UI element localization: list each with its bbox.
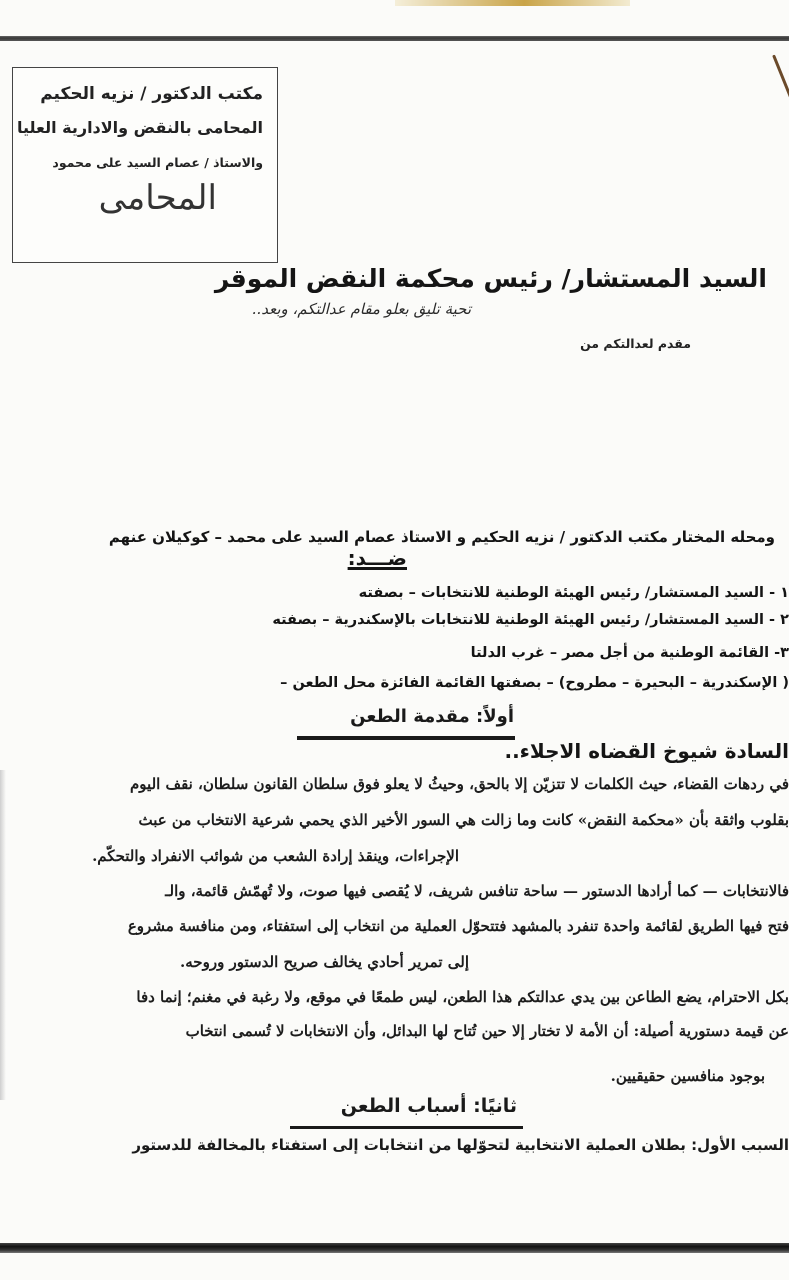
stamp-line-1: مكتب الدكتور / نزيه الحكيم [40, 84, 263, 104]
salutation: السادة شيوخ القضاه الاجلاء.. [504, 739, 789, 763]
intro-line: إلى تمرير أحادي يخالف صريح الدستور وروحه. [180, 953, 469, 971]
section-1-heading: أولاً: مقدمة الطعن [350, 706, 514, 727]
respondent-item: ٣- القائمة الوطنية من أجل مصر – غرب الدلتا [470, 645, 789, 661]
intro-line: عن قيمة دستورية أصيلة: أن الأمة لا تختار إلا حين تُتاح لها البدائل، وأن الانتخابات لا تُسمى انتخاب [185, 1022, 789, 1040]
respondent-item: ٢ - السيد المستشار/ رئيس الهيئة الوطنية للانتخابات بالإسكندرية – بصفته [272, 612, 789, 628]
section-1-underline [297, 736, 515, 740]
intro-line: بكل الاحترام، يضع الطاعن بين يدي عدالتكم هذا الطعن، ليس طمعًا في موقع، ولا رغبة في مغنم؛ إنما دفا [136, 988, 789, 1006]
tape-stain [395, 0, 630, 6]
intro-line: الإجراءات، وينقذ إرادة الشعب من شوائب الانفراد والتحكّم. [92, 847, 459, 865]
bottom-rule [0, 1243, 789, 1253]
stamp-line-3: والاستاذ / عصام السيد على محمود [52, 155, 263, 170]
addressee-title: السيد المستشار/ رئيس محكمة النقض الموقر [214, 264, 767, 293]
against-label: ضـــد: [347, 546, 407, 570]
stamp-line-2: المحامى بالنقض والادارية العليا [16, 118, 263, 137]
intro-line: فالانتخابات — كما أرادها الدستور — ساحة تنافس شريف، لا يُقصى فيها صوت، ولا تُهمّش قائمة، والـ [165, 882, 789, 900]
page-fold-shadow [0, 770, 6, 1100]
top-rule [0, 36, 789, 41]
intro-line: في ردهات القضاء، حيث الكلمات لا تتزيّن إلا بالحق، وحيثُ لا يعلو فوق سلطان القانون سلطان، نقف اليوم [130, 775, 789, 793]
intro-line: بقلوب واثقة بأن «محكمة النقض» كانت وما زالت هي السور الأخير الذي يحمي شرعية الانتخاب من عبث [138, 811, 789, 829]
pen-mark [772, 54, 789, 100]
intro-line: بوجود منافسين حقيقيين. [610, 1067, 765, 1085]
intro-line: فتح فيها الطريق لقائمة واحدة تنفرد بالمشهد فتتحوّل العملية من انتخاب إلى استفتاء، ومن منافسة مشروع [127, 917, 789, 935]
respondent-item: ١ - السيد المستشار/ رئيس الهيئة الوطنية للانتخابات – بصفته [358, 585, 789, 601]
submitted-by: مقدم لعدالتكم من [580, 336, 691, 351]
reason-1: السبب الأول: بطلان العملية الانتخابية لتحوّلها من انتخابات إلى استفتاء بالمخالفة للدستور [132, 1136, 789, 1154]
greeting: تحية تليق بعلو مقام عدالتكم، وبعد.. [251, 300, 471, 318]
stamp-handwritten: المحامى [98, 178, 217, 218]
section-2-underline [290, 1126, 523, 1129]
respondent-item: ( الإسكندرية – البحيرة – مطروح) – بصفتها القائمة الفائزة محل الطعن – [280, 675, 789, 691]
section-2-heading: ثانيًا: أسباب الطعن [340, 1095, 517, 1117]
office-stamp [12, 67, 278, 263]
representation-line: ومحله المختار مكتب الدكتور / نزيه الحكيم و الاستاذ عصام السيد على محمد – كوكيلان عنهم [108, 528, 775, 546]
